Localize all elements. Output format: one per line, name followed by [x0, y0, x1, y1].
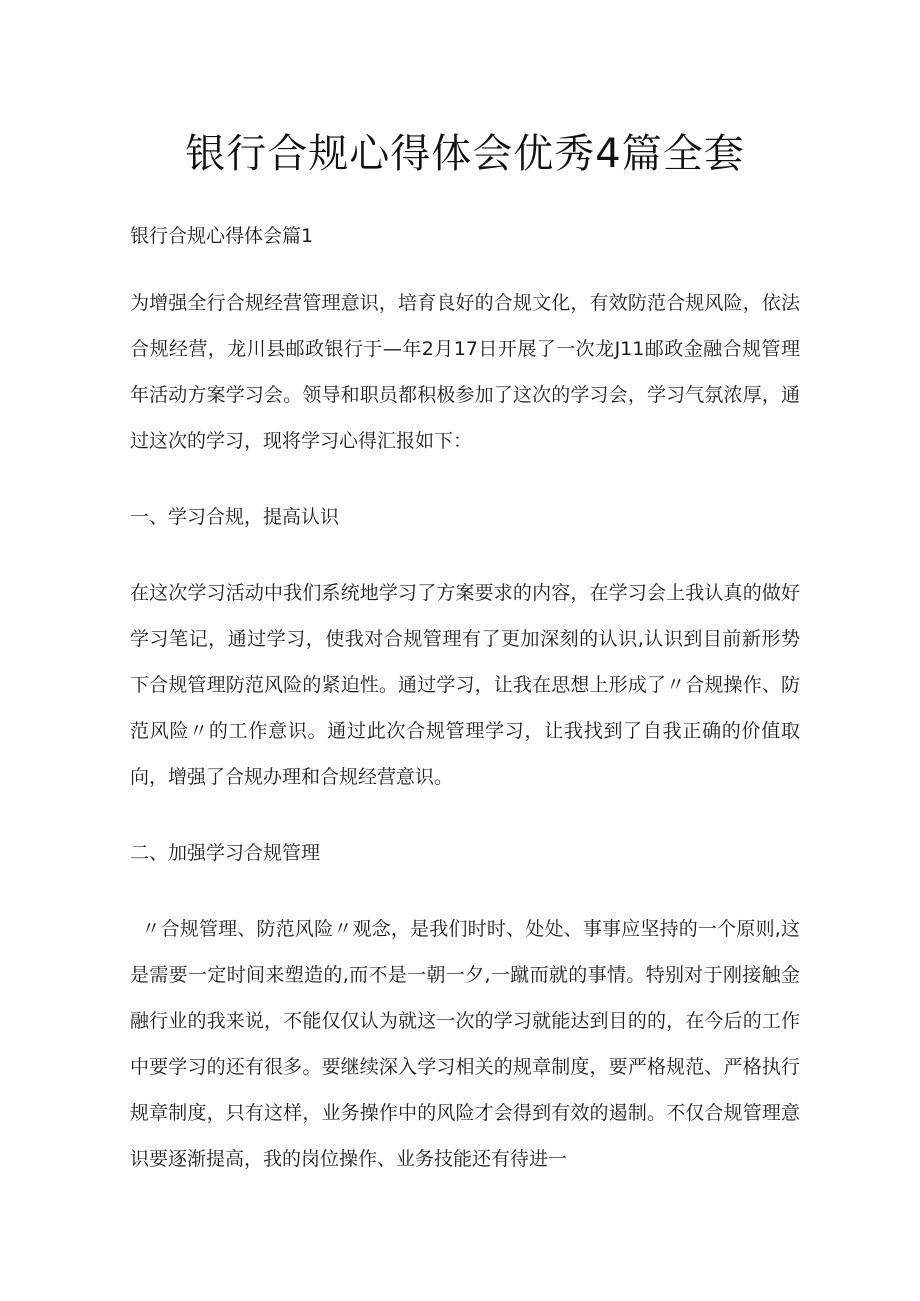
heading-learn-compliance: 一、学习合规，提高认识	[130, 506, 340, 528]
paragraph-learning-activity: 在这次学习活动中我们系统地学习了方案要求的内容，在学习会上我认真的做好学习笔记，通过学习，使我对合规管理有了更加深刻的认识,认识到目前新形势下合规管理防范风险的紧迫性。通过学习，让我在思想上形成了〃合规操作、防范风险〃的工作意识。通过此次合规管理学习，让我找到了自我正确的价值取向，增强了合规办理和合规经营意识。	[130, 582, 800, 788]
heading-strengthen-compliance: 二、加强学习合规管理	[130, 842, 321, 864]
section-subtitle: 银行合规心得体会篇1	[130, 225, 314, 247]
paragraph-compliance-concept: 〃合规管理、防范风险〃观念，是我们时时、处处、事事应坚持的一个原则,这是需要一定时间来塑造的,而不是一朝一夕,一蹴而就的事情。特别对于刚接触金融行业的我来说，不能仅仅认为就这一次的学习就能达到目的的，在今后的工作中要学习的还有很多。要继续深入学习相关的规章制度，要严格规范、严格执行规章制度，只有这样，业务操作中的风险才会得到有效的遏制。不仅合规管理意识要逐渐提高，我的岗位操作、业务技能还有待进一	[130, 918, 800, 1170]
paragraph-intro: 为增强全行合规经营管理意识，培育良好的合规文化，有效防范合规风险，依法合规经营，龙川县邮政银行于—年2月17日开展了一次龙J11邮政金融合规管理年活动方案学习会。领导和职员都积极参加了这次的学习会，学习气氛浓厚，通过这次的学习，现将学习心得汇报如下：	[130, 292, 800, 452]
document-title: 银行合规心得体会优秀4篇全套	[185, 131, 745, 177]
